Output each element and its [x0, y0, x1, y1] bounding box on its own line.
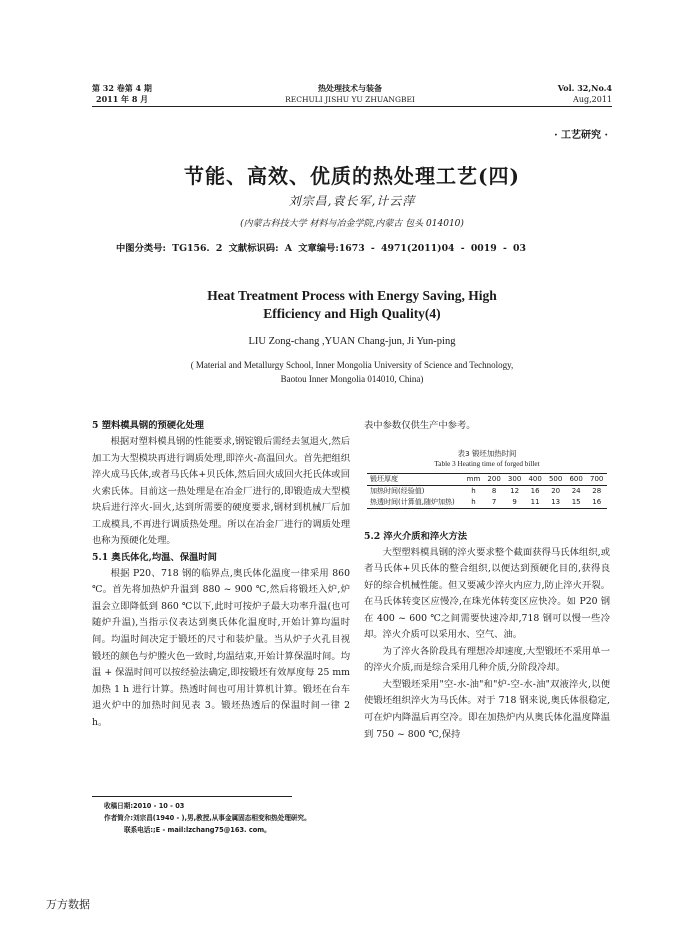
section-5-2-heading: 5.2 淬火介质和淬火方法 [364, 530, 468, 542]
table-cell: 20 [551, 486, 561, 495]
table-3-caption-en: Table 3 Heating time of forged billet [434, 459, 540, 468]
table-cell: 7 [491, 497, 497, 506]
table-intro-text: 表中参数仅供生产中参考。 [364, 420, 476, 431]
table-cell: 8 [491, 486, 497, 495]
right-column [364, 418, 610, 743]
classification-line: 中图分类号: TG156. 2 文献标识码: A 文章编号:1673 - 4971(2011)04 - 0019 - 03 [116, 243, 526, 254]
table-row-unit: h [471, 497, 476, 506]
table-cell: 11 [530, 497, 540, 506]
title-cn: 节能、高效、优质的热处理工艺(四) [184, 164, 520, 188]
table-cell: 9 [512, 497, 517, 506]
table-cell: 400 [528, 474, 542, 483]
table-cell: 200 [487, 474, 501, 483]
authors-en: LIU Zong-chang ,YUAN Chang-jun, Ji Yun-ping [248, 336, 456, 347]
issue-date-en: Aug,2011 [573, 95, 612, 104]
authors-cn: 刘宗昌,袁长军,计云萍 [288, 194, 416, 208]
section-5-heading: 5 塑料模具钢的预硬化处理 [92, 420, 204, 431]
table-row-label: 加热时间(经验值) [370, 486, 425, 495]
affiliation-cn: (内蒙古科技大学 材料与冶金学院,内蒙古 包头 014010) [240, 219, 464, 229]
table-cell: 12 [510, 486, 520, 495]
footnote-contact: 联系电话:;E - mail:lzchang75@163. com。 [124, 826, 271, 834]
table-cell: 300 [507, 474, 522, 483]
table-3-caption-cn: 表3 锻坯加热时间 [457, 448, 517, 458]
table-cell: 16 [530, 486, 540, 495]
column-tag: · 工艺研究 · [554, 130, 608, 141]
journal-name-pinyin: RECHULI JISHU YU ZHUANGBEI [285, 95, 415, 104]
table-cell: 16 [592, 497, 602, 506]
header-rule [92, 106, 612, 107]
table-header-row [367, 473, 607, 485]
journal-date: 2011 年 8 月 [96, 94, 149, 104]
wanfang-watermark: 万方数据 [46, 898, 90, 911]
table-row [367, 485, 607, 497]
footnote-rule [92, 796, 292, 797]
table-cell: 500 [548, 474, 563, 483]
footnote-received: 收稿日期:2010 - 10 - 03 [104, 802, 185, 810]
journal-volume-issue: 第 32 卷第 4 期 [92, 83, 152, 93]
table-row [367, 497, 607, 509]
table-row-label: 热透时间(计算值,随炉加热) [370, 497, 455, 506]
section-5-text: 根据对塑料模具钢的性能要求,钢锭锻后需经去氢退火,然后加工为大型模块再进行调质处理,即淬火-高温回火。首先把组织淬火成马氏体,或者马氏体+贝氏体,然后回火成回火托氏体或回火索氏体。目前这一热处理是在冶金厂进行的,即锻造成大型模块后进行淬火-回火,达到所需要的硬度要求,钢材到机械厂后加工成模具,不再进行调质热处理。所以在冶金厂进行的调质处理也称为预硬化处理。 [92, 436, 350, 547]
journal-name-cn: 热处理技术与装备 [318, 83, 382, 93]
volume-number-en: Vol. 32,No.4 [557, 83, 612, 93]
table-cell: 700 [590, 474, 604, 483]
section-5-2-text: 大型塑料模具钢的淬火要求整个截面获得马氏体组织,或者马氏体+贝氏体的整合组织,以便达到预硬化目的,获得良好的综合机械性能。但又要减少淬火内应力,防止淬火开裂。在马氏体转变区应慢冷,在珠光体转变区应快冷。如 P20 钢在 400 ~ 600 ℃之间需要快速冷却,718 钢可以慢一些冷却。淬火介质可以采用水、空气、油。 为了淬火各阶段具有理想冷却速度,大型锻坯不采用单一的淬火介质,而是综合采用几种介质,分阶段冷却。 大型锻坯采用"空-水-油"和"炉-空-水-油"双液淬火,以便使锻坯组织淬火为马氏体。对于 718 钢来说,奥氏体很稳定,可在炉内降温后再空冷。即在加热炉内从奥氏体化温度降温到 750 ~ 800 ℃,保持 [364, 546, 610, 740]
table-3 [367, 473, 607, 509]
table-cell: 600 [569, 474, 583, 483]
section-5-1-text: 根据 P20、718 钢的临界点,奥氏体化温度一律采用 860 ℃。首先将加热炉升温到 880 ~ 900 ℃,然后将锻坯入炉,炉温会立即降低到 860 ℃以下,此时可按炉子最大功率升温(也可随炉升温),当指示仪表达到奥氏体化温度时,开始计算均温时间。均温时间决定于锻坯的尺寸和装炉量。当从炉子火孔目视锻坯的颜色与炉膛火色一致时,均温结束,开始计算保温时间。均温 + 保温时间可以按经验法确定,即按锻坯有效厚度每 25 mm 加热 1 h 进行计算。热透时间也可用计算机计算。锻坯在台车退火炉中的加热时间见表 3。锻坯热透后的保温时间一律 2 h。 [92, 567, 350, 728]
table-cell: 15 [571, 497, 581, 506]
footnote-author-bio: 作者简介:刘宗昌(1940 - ),男,教授,从事金属固态相变和热处理研究。 [104, 814, 311, 822]
title-en-line2: Efficiency and High Quality(4) [263, 306, 441, 321]
section-5-1-heading: 5.1 奥氏体化,均温、保温时间 [92, 551, 217, 563]
left-column [92, 418, 350, 731]
table-row-unit: h [471, 486, 476, 495]
table-cell: 28 [592, 486, 602, 495]
table-header-label: 锻坯厚度 [370, 474, 398, 483]
table-header-unit: mm [466, 474, 481, 483]
affiliation-en-line2: Baotou Inner Mongolia 014010, China) [280, 374, 424, 384]
title-en-line1: Heat Treatment Process with Energy Saving, High [207, 288, 497, 303]
table-cell: 24 [571, 486, 581, 495]
affiliation-en-line1: ( Material and Metallurgy School, Inner Mongolia University of Science and Technology, [190, 360, 514, 370]
table-cell: 13 [551, 497, 561, 506]
